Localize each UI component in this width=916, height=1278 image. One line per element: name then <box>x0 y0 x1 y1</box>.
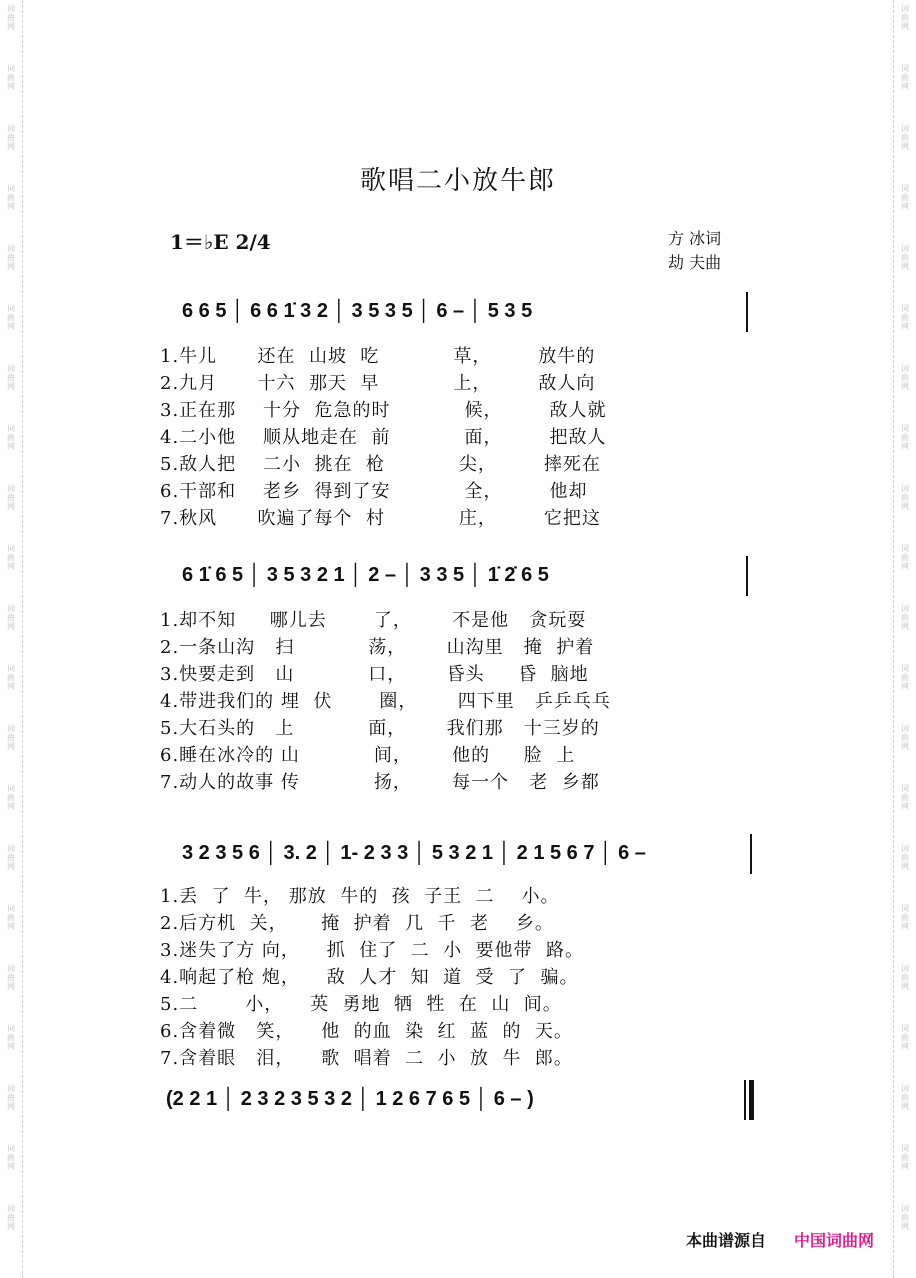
lyric-line: 1.丢 了 牛， 那放 牛的 孩 子王 二 小。 <box>160 886 560 907</box>
page-title: 歌唱二小放牛郎 <box>359 166 556 196</box>
notation-line-4: (2 2 1 │ 2 3 2 3 5 3 2 │ 1 2 6 7 6 5 │ 6 – ) <box>166 1088 534 1110</box>
watermark-text: 词曲网 <box>901 664 909 691</box>
watermark-text: 词曲网 <box>7 304 15 331</box>
watermark-text: 词曲网 <box>7 1204 15 1231</box>
lyric-line: 4.二小他 顺从地走在 前 面， 把敌人 <box>160 427 607 448</box>
composer-credit: 劫 夫曲 <box>668 253 722 272</box>
lyric-line: 3.迷失了方 向， 抓 住了 二 小 要他带 路。 <box>160 940 584 961</box>
watermark-text: 词曲网 <box>901 124 909 151</box>
watermark-text: 词曲网 <box>901 1084 909 1111</box>
lyric-line: 1.牛儿 还在 山坡 吃 草， 放牛的 <box>160 346 596 367</box>
lyric-line: 5.敌人把 二小 挑在 枪 尖， 摔死在 <box>160 454 601 475</box>
lyricist-credit: 方 冰词 <box>668 229 722 248</box>
watermark-text: 词曲网 <box>901 364 909 391</box>
notation-line-3: 3 2 3 5 6 │ 3. 2 │ 1- 2 3 3 │ 5 3 2 1 │ 2 1 5 6 7 │ 6 – <box>182 842 646 864</box>
watermark-text: 词曲网 <box>901 964 909 991</box>
watermark-text: 词曲网 <box>901 4 909 31</box>
watermark-text: 词曲网 <box>7 1144 15 1171</box>
watermark-text: 词曲网 <box>901 184 909 211</box>
site-name: 中国词曲网 <box>794 1231 875 1250</box>
watermark-text: 词曲网 <box>7 424 15 451</box>
lyric-line: 4.响起了枪 炮， 敌 人才 知 道 受 了 骗。 <box>160 967 579 988</box>
lyric-line: 6.睡在冰冷的 山 间， 他的 脸 上 <box>160 745 576 766</box>
lyric-line: 5.二 小， 英 勇地 牺 牲 在 山 间。 <box>160 994 562 1015</box>
lyric-line: 1.却不知 哪儿去 了， 不是他 贪玩耍 <box>160 610 587 631</box>
watermark-text: 词曲网 <box>7 364 15 391</box>
final-barline-thin <box>744 1080 746 1120</box>
watermark-text: 词曲网 <box>7 844 15 871</box>
lyric-line: 7.动人的故事 传 扬， 每一个 老 乡都 <box>160 772 600 793</box>
watermark-text: 词曲网 <box>7 1024 15 1051</box>
watermark-text: 词曲网 <box>7 484 15 511</box>
watermark-text: 词曲网 <box>901 1204 909 1231</box>
watermark-text: 词曲网 <box>901 604 909 631</box>
lyric-line: 7.秋风 吹遍了每个 村 庄， 它把这 <box>160 508 601 529</box>
barline <box>746 292 748 332</box>
watermark-text: 词曲网 <box>7 64 15 91</box>
watermark-text: 词曲网 <box>7 784 15 811</box>
watermark-text: 词曲网 <box>7 544 15 571</box>
watermark-text: 词曲网 <box>901 64 909 91</box>
lyric-line: 2.九月 十六 那天 早 上， 敌人向 <box>160 373 596 394</box>
key-signature: 1＝♭E 2/4 <box>170 230 271 254</box>
watermark-text: 词曲网 <box>901 244 909 271</box>
lyric-line: 2.一条山沟 扫 荡， 山沟里 掩 护着 <box>160 637 595 658</box>
watermark-text: 词曲网 <box>7 964 15 991</box>
final-barline-thick <box>749 1080 754 1120</box>
watermark-text: 词曲网 <box>7 124 15 151</box>
watermark-text: 词曲网 <box>901 784 909 811</box>
watermark-text: 词曲网 <box>901 1024 909 1051</box>
lyric-line: 5.大石头的 上 面， 我们那 十三岁的 <box>160 718 600 739</box>
watermark-text: 词曲网 <box>7 724 15 751</box>
lyric-line: 3.快要走到 山 口， 昏头 昏 脑地 <box>160 664 589 685</box>
notation-line-2: 6 1̇ 6 5 │ 3 5 3 2 1 │ 2 – │ 3 3 5 │ 1̇ 2̇ 6 5 <box>182 564 549 586</box>
watermark-text: 词曲网 <box>901 544 909 571</box>
watermark-text: 词曲网 <box>901 1144 909 1171</box>
watermark-text: 词曲网 <box>901 844 909 871</box>
watermark-text: 词曲网 <box>7 1084 15 1111</box>
watermark-text: 词曲网 <box>7 664 15 691</box>
watermark-text: 词曲网 <box>7 244 15 271</box>
watermark-text: 词曲网 <box>7 904 15 931</box>
lyric-line: 4.带进我们的 埋 伏 圈， 四下里 乒乒乓乓 <box>160 691 611 712</box>
watermark-text: 词曲网 <box>7 4 15 31</box>
watermark-text: 词曲网 <box>7 604 15 631</box>
lyric-line: 7.含着眼 泪， 歌 唱着 二 小 放 牛 郎。 <box>160 1048 573 1069</box>
watermark-text: 词曲网 <box>901 724 909 751</box>
lyric-line: 3.正在那 十分 危急的时 候， 敌人就 <box>160 400 607 421</box>
watermark-text: 词曲网 <box>901 304 909 331</box>
lyric-line: 6.含着微 笑， 他 的血 染 红 蓝 的 天。 <box>160 1021 573 1042</box>
watermark-text: 词曲网 <box>7 184 15 211</box>
watermark-text: 词曲网 <box>901 484 909 511</box>
barline <box>750 834 752 874</box>
barline <box>746 556 748 596</box>
lyric-line: 6.干部和 老乡 得到了安 全， 他却 <box>160 481 588 502</box>
notation-line-1: 6 6 5 │ 6 6 1̇ 3 2 │ 3 5 3 5 │ 6 – │ 5 3 5 <box>182 300 533 322</box>
lyric-line: 2.后方机 关， 掩 护着 几 千 老 乡。 <box>160 913 554 934</box>
watermark-text: 词曲网 <box>901 424 909 451</box>
source-label: 本曲谱源自 <box>686 1231 767 1250</box>
watermark-text: 词曲网 <box>901 904 909 931</box>
